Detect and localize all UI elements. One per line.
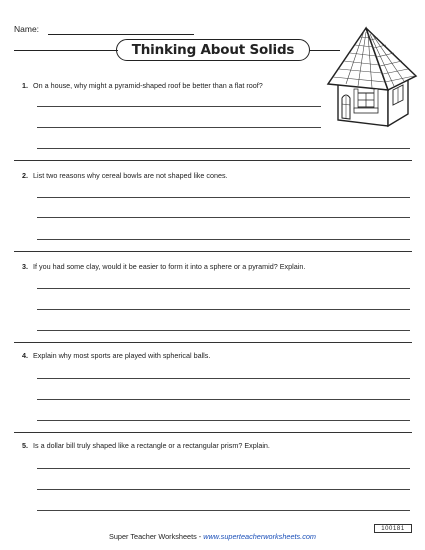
title-rule-left bbox=[14, 50, 118, 51]
question-text: Is a dollar bill truly shaped like a rectangle or a rectangular prism? Explain. bbox=[33, 441, 270, 450]
question-2 bbox=[22, 171, 228, 180]
question-text: List two reasons why cereal bowls are not shaped like cones. bbox=[33, 171, 228, 180]
name-label: Name: bbox=[14, 24, 40, 34]
answer-line[interactable] bbox=[37, 197, 410, 198]
answer-line[interactable] bbox=[37, 309, 410, 310]
question-number: 2. bbox=[22, 171, 28, 180]
question-text: On a house, why might a pyramid-shaped roof be better than a flat roof? bbox=[33, 81, 263, 90]
question-number: 3. bbox=[22, 262, 28, 271]
answer-line[interactable] bbox=[37, 148, 410, 149]
answer-line[interactable] bbox=[37, 399, 410, 400]
section-divider bbox=[14, 251, 412, 252]
question-4 bbox=[22, 351, 210, 360]
page-title: Thinking About Solids bbox=[116, 39, 310, 61]
question-3 bbox=[22, 262, 305, 271]
question-text: Explain why most sports are played with spherical balls. bbox=[33, 351, 211, 360]
question-5 bbox=[22, 441, 270, 450]
question-number: 1. bbox=[22, 81, 28, 90]
question-text: If you had some clay, would it be easier to form it into a sphere or a pyramid? Explain. bbox=[33, 262, 306, 271]
answer-line[interactable] bbox=[37, 127, 321, 128]
section-divider bbox=[14, 432, 412, 433]
answer-line[interactable] bbox=[37, 217, 410, 218]
footer-separator: - bbox=[196, 532, 204, 541]
answer-line[interactable] bbox=[37, 420, 410, 421]
question-number: 5. bbox=[22, 441, 28, 450]
footer-url-link[interactable]: www.superteacherworksheets.com bbox=[203, 532, 316, 541]
name-answer-line[interactable] bbox=[48, 34, 194, 35]
worksheet-code: 100181 bbox=[374, 524, 412, 533]
footer-brand: Super Teacher Worksheets bbox=[109, 532, 197, 541]
answer-line[interactable] bbox=[37, 288, 410, 289]
answer-line[interactable] bbox=[37, 330, 410, 331]
answer-line[interactable] bbox=[37, 106, 321, 107]
question-1 bbox=[22, 81, 263, 90]
answer-line[interactable] bbox=[37, 378, 410, 379]
house-icon bbox=[324, 26, 419, 130]
question-number: 4. bbox=[22, 351, 28, 360]
answer-line[interactable] bbox=[37, 510, 410, 511]
section-divider bbox=[14, 160, 412, 161]
footer bbox=[0, 532, 425, 541]
answer-line[interactable] bbox=[37, 239, 410, 240]
answer-line[interactable] bbox=[37, 468, 410, 469]
answer-line[interactable] bbox=[37, 489, 410, 490]
section-divider bbox=[14, 342, 412, 343]
